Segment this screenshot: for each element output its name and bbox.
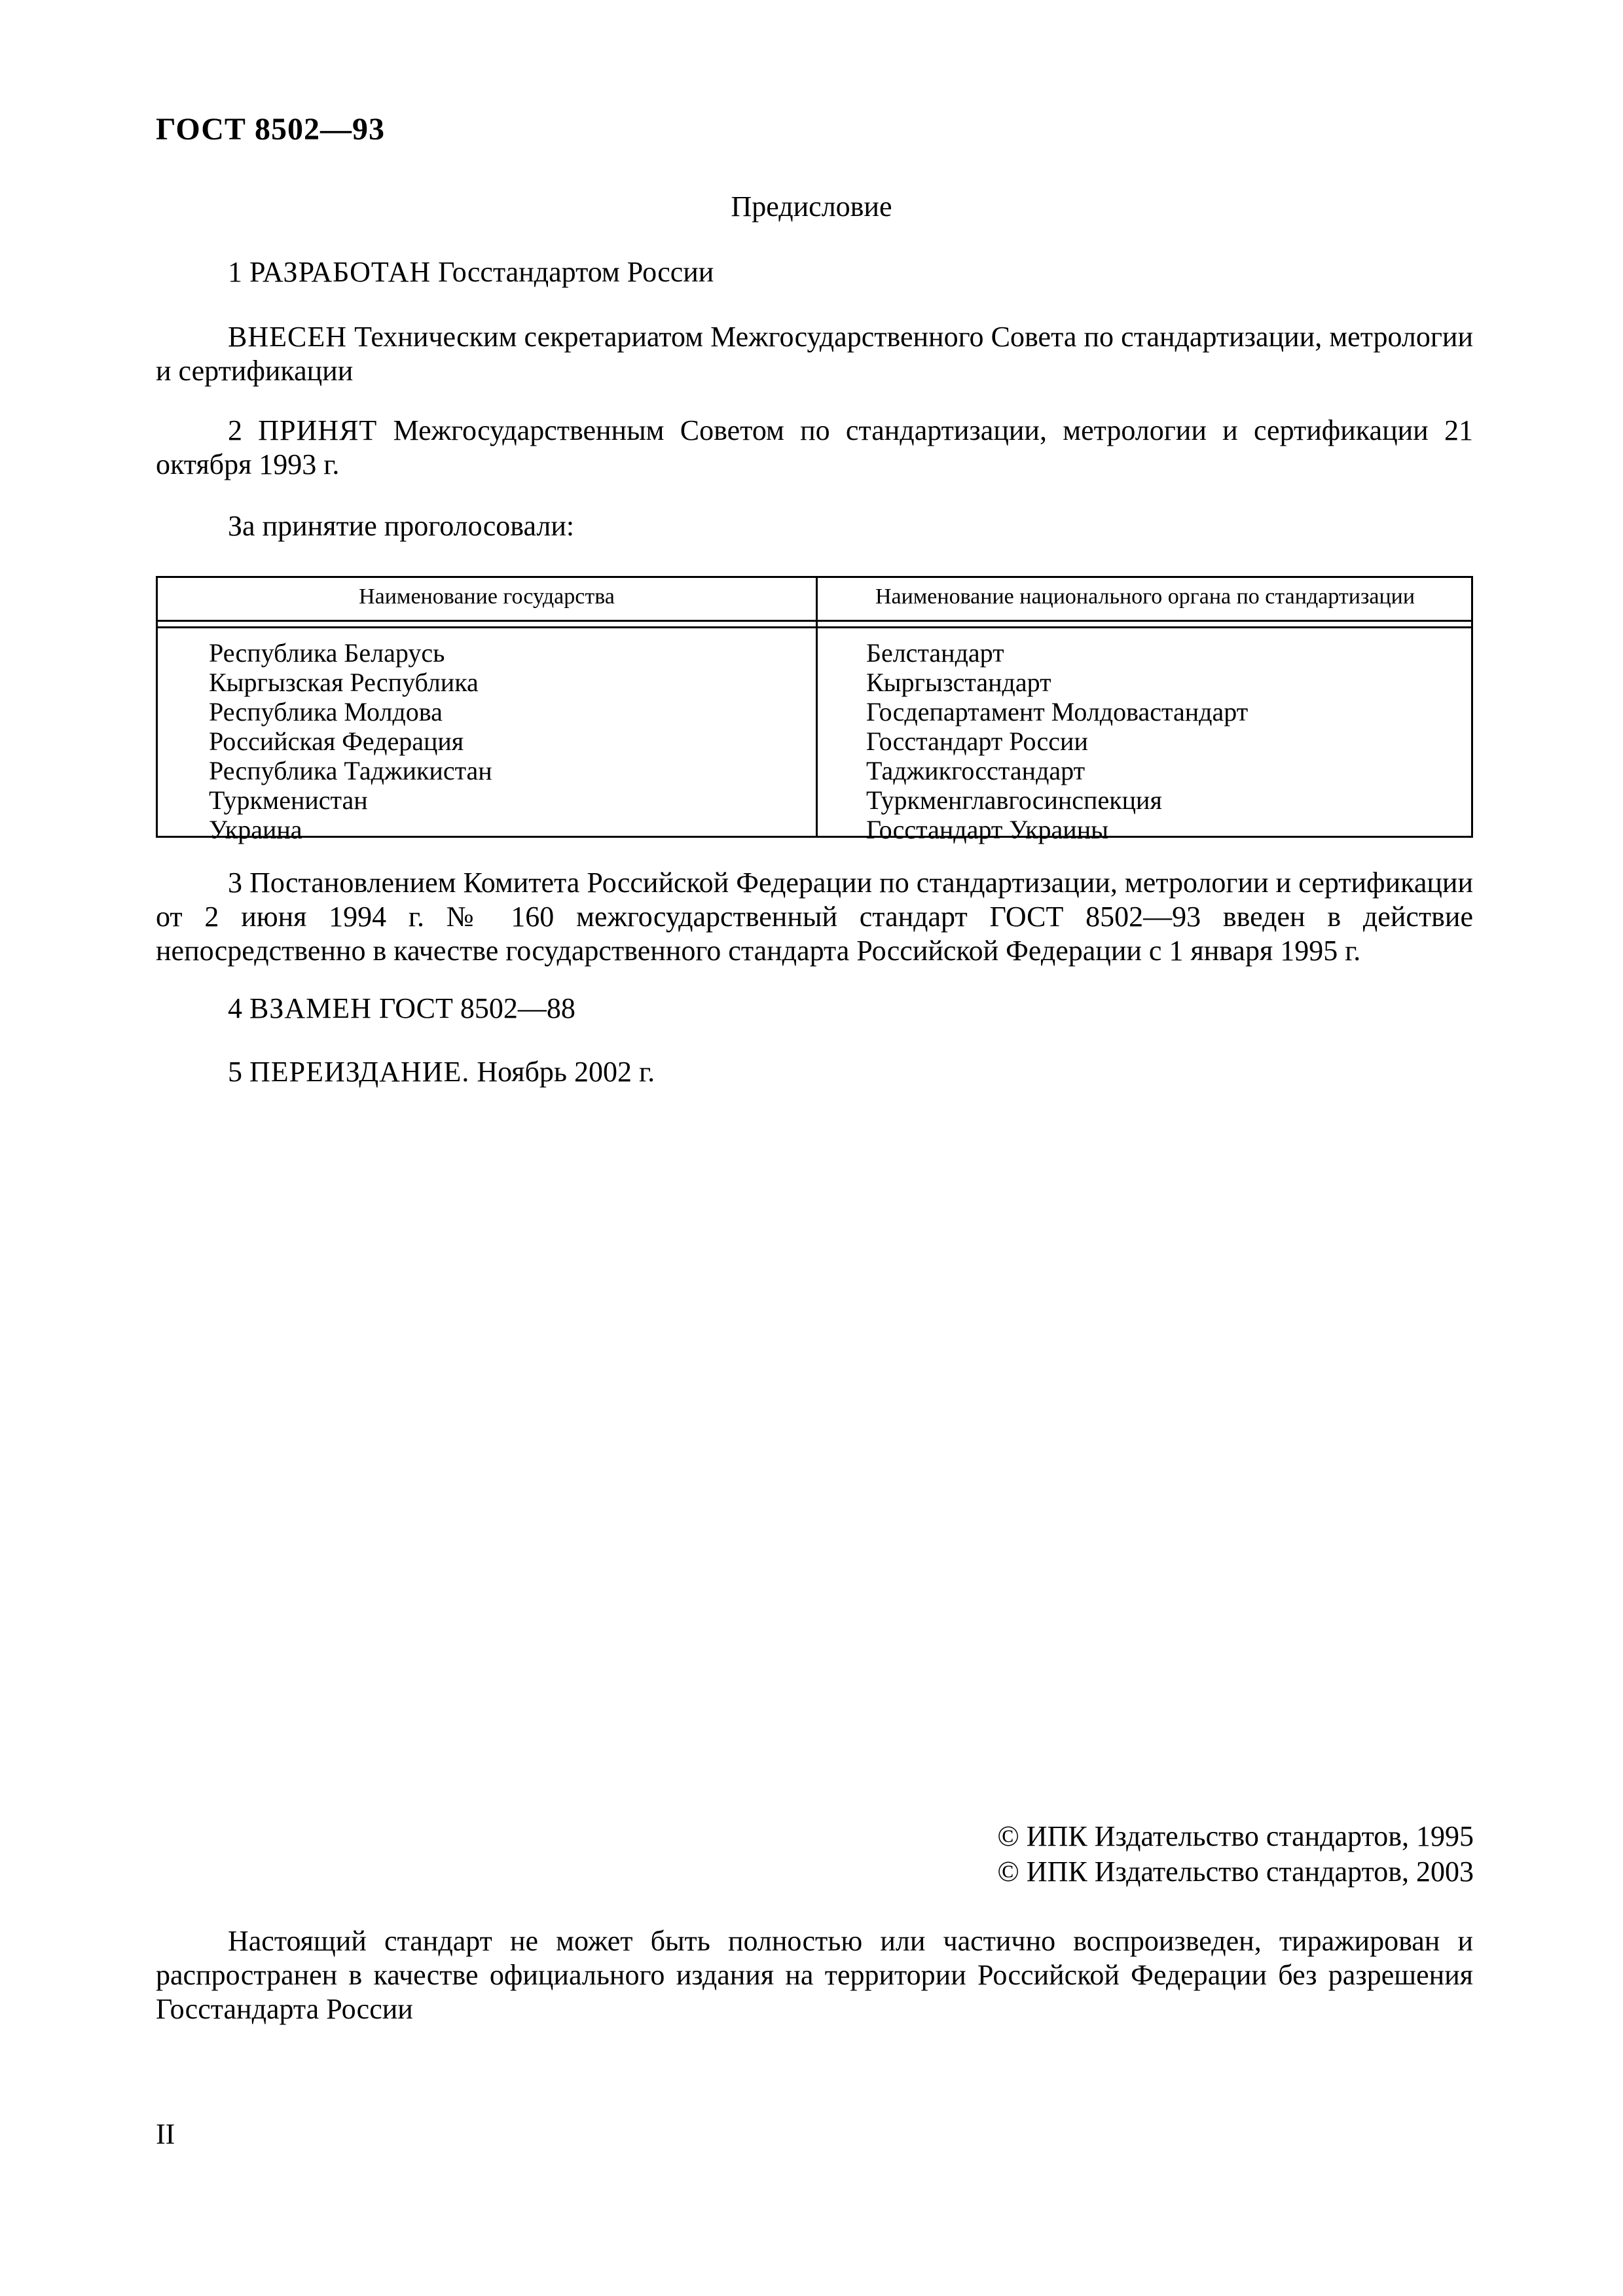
copyright-2003: © ИПК Издательство стандартов, 2003 (997, 1856, 1474, 1888)
introduced-keyword: ВНЕСЕН (228, 321, 347, 353)
item-5 (228, 1055, 655, 1089)
reproduction-notice: Настоящий стандарт не может быть полностью или частично воспроизведен, тиражирован и распространен в качестве официального издания на территории Российской Федерации без разрешения Госстандарта России (156, 1925, 1473, 2025)
table-column-divider (816, 578, 818, 836)
table-cell-body: Туркменглавгосинспекция (866, 785, 1162, 815)
page-number: II (156, 2118, 175, 2150)
table-header-rule-double (158, 626, 1471, 628)
table-cell-body: Таджикгосстандарт (866, 756, 1085, 785)
item-3-text: Постановлением Комитета Российской Федерации по стандартизации, метрологии и сертификации от 2 июня 1994 г. № 160 межгосударственный стандарт ГОСТ 8502—93 введен в действие непосредственно в качестве государственного стандарта Российской Федерации с 1 января 1995 г. (156, 867, 1473, 967)
table-cell-state: Республика Таджикистан (209, 756, 492, 785)
item-4-number: 4 (228, 992, 242, 1024)
table-cell-state: Туркменистан (209, 785, 368, 815)
item-2-number: 2 (228, 414, 242, 446)
copyright-1995: © ИПК Издательство стандартов, 1995 (997, 1820, 1474, 1852)
item-2 (156, 414, 1473, 482)
table-cell-state: Украина (209, 815, 302, 844)
item-5-number: 5 (228, 1056, 242, 1088)
table-cell-state: Республика Беларусь (209, 638, 445, 668)
item-4-text: ГОСТ 8502—88 (371, 992, 575, 1024)
item-1 (228, 255, 714, 289)
table-cell-body: Госдепартамент Молдовастандарт (866, 697, 1249, 726)
table-header-rule (158, 620, 1471, 622)
item-5-keyword: ПЕРЕИЗДАНИЕ. (249, 1056, 470, 1088)
document-code: ГОСТ 8502—93 (156, 112, 385, 147)
foreword-title: Предисловие (731, 190, 892, 223)
item-4 (228, 992, 575, 1026)
introduced-paragraph (156, 320, 1473, 388)
item-1-keyword: РАЗРАБОТАН (249, 256, 431, 288)
item-4-keyword: ВЗАМЕН (249, 992, 372, 1024)
table-cell-body: Кыргызстандарт (866, 668, 1051, 697)
voted-label: За принятие проголосовали: (228, 510, 575, 542)
voting-table (156, 576, 1473, 844)
item-5-text: Ноябрь 2002 г. (469, 1056, 655, 1088)
item-2-text: Межгосударственным Советом по стандартизации, метрологии и сертификации 21 октября 1993 г. (156, 414, 1473, 480)
table-cell-state: Республика Молдова (209, 697, 443, 726)
item-3 (156, 866, 1473, 968)
table-cell-body: Белстандарт (866, 638, 1004, 668)
table-header-state: Наименование государства (359, 584, 615, 609)
table-cell-state: Российская Федерация (209, 726, 464, 756)
table-column-states (209, 638, 492, 844)
item-3-number: 3 (228, 867, 242, 899)
item-1-text: Госстандартом России (431, 256, 714, 288)
introduced-text: Техническим секретариатом Межгосударственного Совета по стандартизации, метрологии и сертификации (156, 321, 1473, 387)
table-cell-body: Госстандарт Украины (866, 815, 1108, 844)
table-column-bodies (866, 638, 1248, 844)
item-1-number: 1 (228, 256, 242, 288)
table-header-body: Наименование национального органа по стандартизации (875, 584, 1415, 609)
item-2-keyword: ПРИНЯТ (258, 414, 378, 446)
table-cell-body: Госстандарт России (866, 726, 1088, 756)
table-cell-state: Кыргызская Республика (209, 668, 479, 697)
